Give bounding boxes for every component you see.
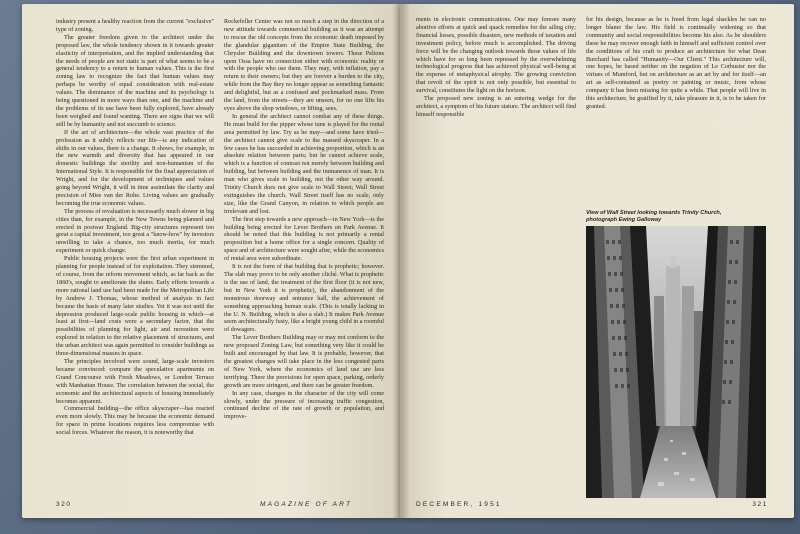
paragraph: The first step towards a new approach—in New York—is the building being erected for Lever Brothers on Park Avenue. It should be noted that this building is not primarily a rental proposition but a home office for a single concern. Quality of space and of architecture were sought after, while the economics of rental area were subordinate.: [224, 215, 384, 263]
paragraph: for his design, because as he is freed from legal shackles he can no longer blame the law. His field is continually widening so that community and social responsibilities become his also. As he shoulders these he may recover enough faith in himself and sufficient control over the conditions of his craft to produce an architecture for what Dean Burchard has called "Humanity—Our Client." This architecture will, one hopes, be based neither on the negation of Le Corbusier nor the virtues of Mumford, but on architecture as an art by and for itself—an art as self-contained as poetry or painting or music, from whose company it has been missing for quite a while. That people will live in this architecture, be gratified by it, take pleasure in it, is to be taken for granted.: [586, 16, 766, 110]
paragraph: Commercial building—the office skyscraper—has reacted even more slowly. This may be because the economic demand for space in prime locations requires less compromise with social forces. Whatever the reason, it is noteworthy that: [56, 405, 214, 437]
paragraph: industry present a healthy reaction from the current "exclusive" type of zoning.: [56, 18, 214, 33]
photo-caption-credit: photograph Ewing Galloway: [586, 216, 662, 223]
left-page-column-1: [56, 18, 214, 496]
photo-caption: [586, 210, 766, 223]
paragraph: The Lever Brothers Building may or may not conform to the new proposed Zoning Law, but something very like it could be built and encouraged by that law. It is probable, however, that the greatest changes will take place in the less congested parts of New York, where the economics of land use are less terrifying. There the provisions for open space, parking, orderly growth are more stringent, and there can be greater freedom.: [224, 334, 384, 389]
right-page-column-1: [416, 16, 576, 494]
left-page-number: 320: [56, 501, 72, 508]
right-page: [400, 4, 794, 518]
paragraph: Rockefeller Center was not so much a step in the direction of a new attitude towards commercial building as it was an attempt to rescue the old concepts from the economic death imposed by the glandular gigantism of the Empire State Building, the Chrysler Building and the downtown towers. These Pelions upon Ossa have no connection either with economic reality or with the people who use them. They may, with inflation, pay a return to their owners; but they are forever a burden to the city, while from the Bay they no longer appear as something fantastic and delightful, but as a confused and pockmarked mass. From the land, from the streets—they are unseen, for no one lifts his eyes above the shop windows, or lifting, sees.: [224, 18, 384, 112]
issue-date-footer: DECEMBER, 1951: [416, 501, 502, 508]
magazine-spread: [22, 4, 794, 518]
right-page-number: 321: [752, 501, 768, 508]
right-page-column-2: [586, 16, 766, 188]
paragraph: If the art of architecture—the whole vast practice of the profession as it subtly reflects our life—is any indication of shifts in our values, there is a change. It shows, for example, in the new warmth and diversity that has appeared in our domestic buildings the sterility and non-humanism of the International Style. It is responsible for the final appreciation of Wright, and for the development of techniques and values going beyond Wright, it will in time assimilate the clarity and precision of Mies van der Rohe. Living values are gradually becoming the true economic values.: [56, 128, 214, 207]
left-page: [22, 4, 400, 518]
paragraph: The process of revaluation is necessarily much slower in big cities than, for example, in the New Towns being planned and erected in postwar England. Big-city structures represent too great a capital investment, too great a "know-how" by investors unwilling to take a chance, too much inertia, for much experiment or quick change.: [56, 207, 214, 255]
left-page-column-2: [224, 18, 384, 496]
paragraph: The greater freedom given to the architect under the proposed law, the whole tendency shown in it towards greater elasticity of interpretation, and the implied understanding that the needs of people are not static is part of what seems to be a general tendency to a return to human values. This is the first zoning law to recognize the fact that human values may perhaps be worthy of equal consideration with real-estate values. The dominance of the machine and its psychology is being questioned in more ways than one, and the machine and the problems of its use have been fully explored, have already been weighed and found wanting. There are signs that we will still be by humanity and not succumb to science.: [56, 33, 214, 128]
paragraph: In any case, changes in the character of the city will come slowly, under the pressure of increasing traffic congestion, continued decline of the rate of growth or population, and improve-: [224, 389, 384, 421]
magazine-title-footer: MAGAZINE OF ART: [260, 501, 353, 508]
paragraph: It is not the form of that building that is prophetic; however. The slab may prove to be only another cliché. What is prophetic is the use of land, the treatment of the first floor (it is not new, but in New York it is prophetic), the abandonment of the monstrous doorway and entrance hall, the achievement of something approaching human scale. (This is totally lacking in the U. N. Building, which is also a slab.) It makes Park Avenue seem architecturally fusty, like a bright young child in a roomful of dowagers.: [224, 263, 384, 334]
paragraph: Public housing projects were the first urban experiment in planning for people instead of for exploitation. They stemmed, of course, from the reform movement which, as far back as the 1860's, sought to ameliorate the slums. Early efforts towards a more rational land use had been made for the Metropolitan Life by Andrew J. Thomas, whose method of analysis in fact became the basis of many later studies. Yet it was not until the depression produced large-scale public housing in which—at least at first—land costs were a secondary factor, that the possibilities of planning for light, air and recreation were explored in relation to the relative placement of structures, and the urban architect was again permitted to consider buildings as three-dimensional masses in space.: [56, 255, 214, 358]
paragraph: The principles involved were sound, large-scale investors became convinced: compare the speculative apartments on Grand Concourse with Fresh Meadows, or London Terrace with Manhattan House. The correlation between the social, the economic and the architectural aspects of housing immediately becomes apparent.: [56, 357, 214, 405]
paragraph: In general the architect cannot combat any of these things. He must build for the pipper whose tune is played for the rental area permitted by law. Try as he may—and some have tried—the architect cannot give scale to the massed skyscraper. In a few cases he has succeeded in achieving proportion, which is an absolute relation between parts; but he cannot achieve scale, which is a function of contrast not merely between building and building, but between building and the immanence of man. It is man who gives scale to building, not the other way around. Trinity Church does not give scale to Wall Street; Wall Street extinguishes the church. Wall Street itself has no scale, only size, like the Grand Canyon, in relation to which people are irrelevant and lost.: [224, 112, 384, 215]
paragraph: The proposed new zoning is an entering wedge for the architect, a symptom of his future stature. The architect will find himself responsible: [416, 95, 576, 118]
wall-street-photograph: [586, 226, 766, 498]
photo-caption-title: View of Wall Street looking towards Trinity Church,: [586, 210, 722, 216]
paragraph: ments in electronic communications. One may foresee many abortive efforts at quick and quack remedies for the ailing city; financial losses, possible disasters, new methods of taxation and investment policy, before much is accomplished. The driving force will be the changing outlook towards those values of life which have for so long been repressed by the overwhelming technological progress that has achieved physical well-being at the expense of metaphysical atrophy. The growing conviction that revolt of the spirit is not only possible, but essential to survival, constitutes the light on the horizon.: [416, 16, 576, 95]
